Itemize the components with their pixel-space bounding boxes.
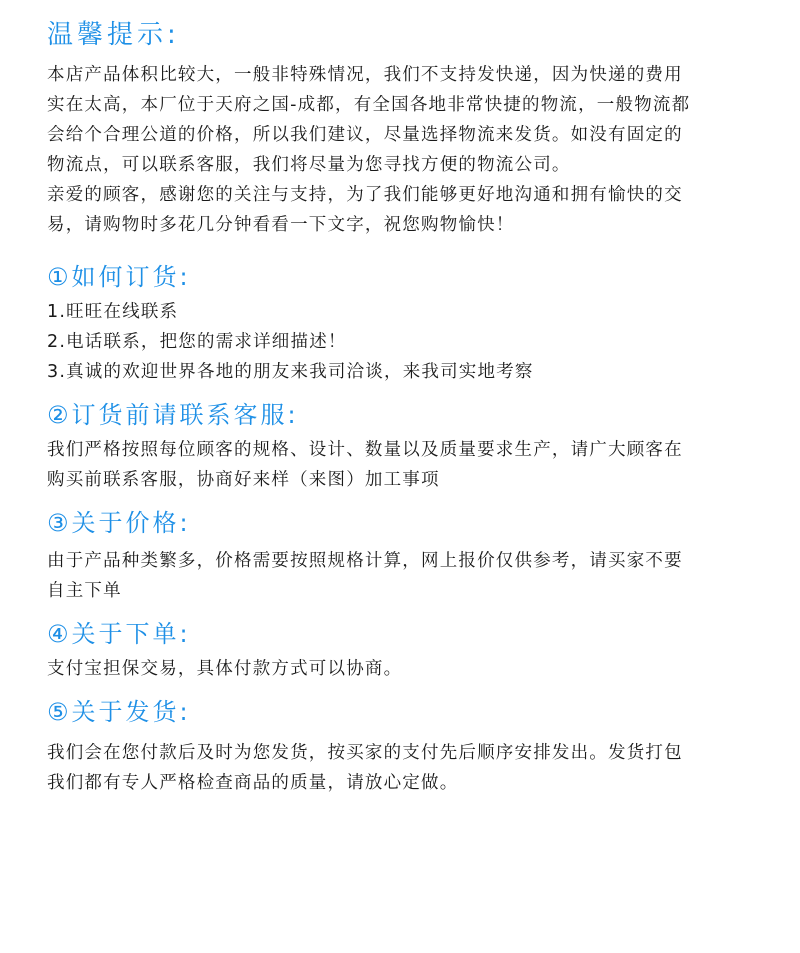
notice-line: 亲爱的顾客，感谢您的关注与支持，为了我们能够更好地沟通和拥有愉快的交 (47, 185, 683, 205)
section-line: 3.真诚的欢迎世界各地的朋友来我司洽谈，来我司实地考察 (47, 362, 534, 382)
section-line: 支付宝担保交易，具体付款方式可以协商。 (47, 659, 403, 679)
notice-line: 会给个合理公道的价格，所以我们建议，尽量选择物流来发货。如没有固定的 (47, 125, 683, 145)
section-line: 我们严格按照每位顾客的规格、设计、数量以及质量要求生产，请广大顾客在 (47, 440, 683, 460)
section-price-body (47, 546, 763, 606)
section-shipping-body (47, 738, 763, 798)
section-order-title: ④关于下单: (47, 620, 191, 648)
section-contact-service-title: ②订货前请联系客服: (47, 401, 299, 429)
section-shipping-title: ⑤关于发货: (47, 698, 191, 726)
notice-title: 温馨提示: (47, 20, 180, 50)
section-line: 我们会在您付款后及时为您发货，按买家的支付先后顺序安排发出。发货打包 (47, 743, 683, 763)
section-line: 我们都有专人严格检查商品的质量，请放心定做。 (47, 773, 459, 793)
notice-line: 本店产品体积比较大，一般非特殊情况，我们不支持发快递，因为快递的费用 (47, 65, 683, 85)
notice-line: 物流点，可以联系客服，我们将尽量为您寻找方便的物流公司。 (47, 155, 571, 175)
section-order-body (47, 654, 763, 684)
section-price-title: ③关于价格: (47, 509, 191, 537)
section-contact-service-body (47, 435, 763, 495)
notice-line: 易，请购物时多花几分钟看看一下文字，祝您购物愉快！ (47, 215, 515, 235)
section-line: 2.电话联系，把您的需求详细描述！ (47, 332, 347, 352)
section-line: 1.旺旺在线联系 (47, 302, 179, 322)
section-line: 自主下单 (47, 581, 122, 601)
section-line: 购买前联系客服，协商好来样（来图）加工事项 (47, 470, 440, 490)
section-how-to-order-body (47, 297, 763, 387)
section-line: 由于产品种类繁多，价格需要按照规格计算，网上报价仅供参考，请买家不要 (47, 551, 683, 571)
notice-body (47, 60, 763, 240)
section-how-to-order-title: ①如何订货: (47, 263, 191, 291)
notice-line: 实在太高，本厂位于天府之国-成都，有全国各地非常快捷的物流，一般物流都 (47, 95, 691, 115)
